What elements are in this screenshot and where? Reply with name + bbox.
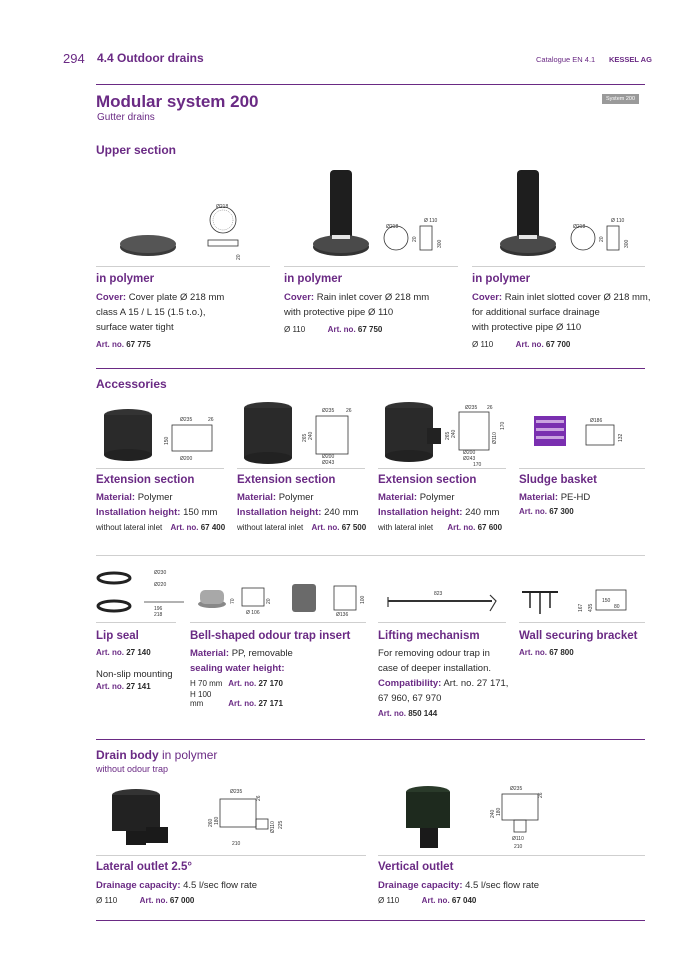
dim-label: 170 [500,421,506,430]
art-label: Art. no. [96,648,124,657]
art-label: Art. no. [519,648,547,657]
note: without lateral inlet [237,523,304,532]
desc-line: Rain inlet slotted cover Ø 218 mm, [504,292,651,303]
product-description [96,290,276,335]
art-label: Art. no. [515,340,544,349]
cover-label: Cover: [284,292,315,303]
dim-label: 180 [496,807,502,816]
dim-label: 240 [451,429,457,438]
section-divider [96,739,645,740]
article-number [378,709,518,718]
art-value: 67 600 [477,523,503,532]
product-card-extension-150 [96,474,236,532]
dim-label: 20 [599,236,605,242]
product-title: Extension section [237,474,336,486]
product-card-rain-inlet-slotted [472,273,652,349]
dim-label: 150 [164,436,170,445]
dim-label: Ø 110 [424,218,438,224]
art-value: 67 700 [545,340,571,349]
art-value: 67 750 [357,325,383,334]
divider [378,855,645,856]
art-value: 67 000 [169,896,195,905]
product-card-lateral-outlet [96,861,366,905]
product-card-odour-trap [190,630,370,708]
art-label: Art. no. [228,699,257,708]
lifting-mechanism-image [382,585,502,617]
article-number [96,648,186,657]
extension-150-image [100,405,230,465]
desc-line: surface water tight [96,322,174,333]
height-label: Installation height: [96,507,181,518]
art-label: Art. no. [311,523,340,532]
dim-label: Ø218 [573,224,586,230]
product-description [237,490,377,520]
height-label: Installation height: [237,507,322,518]
product-description [378,646,518,706]
cover-plate-image [118,200,258,265]
article-number [237,523,377,532]
dim-label: Ø 110 [611,218,625,224]
dim-label: 180 [214,816,220,825]
dim-label: 170 [473,462,482,468]
dim-label: 26 [208,417,214,423]
desc-line: case of deeper installation. [378,663,492,674]
wall-bracket-image [518,584,638,620]
divider [519,468,645,469]
material-label: Material: [190,648,230,659]
divider [519,622,645,623]
capacity-value: 4.5 l/sec flow rate [183,880,258,891]
dim-label: 26 [256,795,262,801]
material-value: Polymer [278,492,314,503]
product-card-lifting-mechanism [378,630,518,718]
page-title: Modular system 200 [96,92,259,111]
product-title: Lifting mechanism [378,630,480,642]
article-number [284,325,464,334]
art-label: Art. no. [447,523,476,532]
dim-label: Ø200 [463,450,476,456]
desc-line: with protective pipe Ø 110 [284,307,394,318]
art-value: 27 170 [258,679,283,688]
article-number [519,507,649,516]
dim-label: 132 [618,433,624,442]
dim-label: Ø200 [322,454,335,460]
product-description [190,646,370,676]
divider [472,266,645,267]
dim-label: 20 [266,598,272,604]
dim-label: 218 [154,612,163,618]
size-label: Ø 110 [378,896,400,905]
dim-label: Ø230 [154,570,167,576]
cover-label: Cover: [96,292,127,303]
divider [378,622,506,623]
divider [190,622,366,623]
art-label: Art. no. [327,325,356,334]
product-card-sludge-basket [519,474,649,516]
dim-label: Ø200 [180,456,193,462]
dim-label: 300 [624,239,630,248]
note: with lateral inlet [378,523,434,532]
product-card-extension-240-lateral [378,474,518,532]
dim-label: 240 [490,809,496,818]
article-number [472,340,652,349]
dim-label: 20 [236,254,242,260]
rain-inlet-cover-image [310,170,460,265]
art-value: 27 141 [126,682,151,691]
height-value: 240 mm [324,507,359,518]
divider [96,622,176,623]
product-title: in polymer [284,273,343,285]
article-number [519,648,649,657]
product-card-cover-plate [96,273,276,349]
desc-line: For removing odour trap in [378,648,490,659]
dim-label: Ø235 [322,408,335,414]
lip-seal-image [96,566,191,621]
divider [378,468,506,469]
desc-line: Cover plate Ø 218 mm [128,292,225,303]
article-number [96,340,276,349]
extension-240-lateral-image [381,400,516,468]
art-label: Art. no. [139,896,168,905]
art-value: 850 144 [408,709,438,718]
material-label: Material: [378,492,418,503]
product-title: Extension section [378,474,477,486]
material-label: Material: [519,492,559,503]
product-card-lip-seal [96,630,186,691]
page-number: 294 [63,51,85,66]
product-title: Lip seal [96,630,139,642]
product-description [472,290,652,335]
section-title: 4.4 Outdoor drains [97,51,204,65]
dim-label: 435 [588,603,594,612]
system-badge: System 200 [602,94,639,104]
desc-line: Rain inlet cover Ø 218 mm [316,292,430,303]
product-title: Bell-shaped odour trap insert [190,630,351,642]
lateral-outlet-image [108,785,288,855]
compat-label: Compatibility: [378,678,442,689]
divider [96,468,224,469]
accessories-heading: Accessories [96,377,167,391]
dim-label: Ø235 [180,417,193,423]
drain-body-heading [96,748,217,762]
product-card-wall-bracket [519,630,649,657]
product-title: in polymer [472,273,531,285]
dim-label: 26 [487,405,493,411]
dim-label: Ø218 [386,224,399,230]
dim-label: 70 [230,598,236,604]
header-divider [96,84,645,85]
capacity-value: 4.5 l/sec flow rate [465,880,540,891]
dim-label: 300 [437,239,443,248]
product-description [378,878,648,893]
vertical-outlet-image [402,782,562,852]
height-value: 240 mm [465,507,500,518]
dim-label: Ø243 [322,460,335,465]
art-label: Art. no. [170,523,199,532]
heading-main: Drain body [96,748,159,762]
odour-trap-image [196,580,371,620]
product-description [96,878,366,893]
dim-label: 100 [360,595,366,604]
dim-label: 225 [278,820,284,829]
art-value: 67 300 [549,507,574,516]
dim-label: Ø235 [230,789,243,795]
dim-label: Ø 106 [246,610,260,616]
desc-line: for additional surface drainage [472,307,600,318]
page-subtitle: Gutter drains [97,112,155,123]
article-number [96,523,236,532]
brand-label: KESSEL AG [609,55,652,64]
capacity-label: Drainage capacity: [96,880,181,891]
dim-label: Ø235 [465,405,478,411]
art-label: Art. no. [96,340,124,349]
drain-body-subheading: without odour trap [96,764,169,774]
dim-label: 196 [154,606,163,612]
dim-label: 240 [308,431,314,440]
height-label: sealing water height: [190,663,285,674]
article-number [378,523,518,532]
product-title: Lateral outlet 2.5° [96,861,192,873]
art-label: Art. no. [228,679,257,688]
article-number [378,896,648,905]
dim-label: Ø218 [216,204,229,210]
height-option: H 100 mm [190,690,212,708]
product-title: Sludge basket [519,474,597,486]
art-label: Art. no. [378,709,406,718]
product-card-extension-240 [237,474,377,532]
art-value: 67 400 [200,523,226,532]
material-value: PP, removable [231,648,293,659]
material-label: Material: [237,492,277,503]
height-option: H 70 mm [190,679,223,688]
art-value: 67 500 [341,523,367,532]
dim-label: Ø110 [492,432,498,444]
compat-value: 67 960, 67 970 [378,693,442,704]
divider [237,468,365,469]
dim-label: 265 [445,431,451,440]
product-title: Extension section [96,474,195,486]
material-value: Polymer [419,492,455,503]
section-divider [96,368,645,369]
dim-label: 26 [346,408,352,414]
dim-label: Ø220 [154,582,167,588]
dim-label: 210 [232,841,241,847]
art-value: 27 171 [258,699,283,708]
sludge-basket-image [528,410,638,455]
rain-inlet-slotted-cover-image [497,170,647,265]
article-number [190,679,370,688]
size-label: Ø 110 [472,340,494,349]
material-value: PE-HD [560,492,591,503]
product-title: Vertical outlet [378,861,454,873]
dim-label: 265 [302,433,308,442]
heading-rest: in polymer [158,748,218,762]
note: Non-slip mounting [96,669,173,680]
material-label: Material: [96,492,136,503]
product-title: Wall securing bracket [519,630,638,642]
desc-line: class A 15 / L 15 (1.5 t.o.), [96,307,206,318]
product-description [378,490,518,520]
dim-label: Ø110 [270,821,276,833]
upper-section-heading: Upper section [96,143,177,157]
divider [96,555,645,556]
dim-label: 150 [602,598,611,604]
dim-label: Ø110 [512,836,524,842]
dim-label: 80 [614,604,620,610]
article-number [190,690,370,708]
catalogue-label: Catalogue EN 4.1 [536,55,596,64]
product-title: in polymer [96,273,155,285]
material-value: Polymer [137,492,173,503]
art-label: Art. no. [96,682,124,691]
footer-divider [96,920,645,921]
height-label: Installation height: [378,507,463,518]
art-value: 67 040 [451,896,477,905]
art-label: Art. no. [519,507,547,516]
art-value: 27 140 [126,648,151,657]
dim-label: Ø186 [590,418,603,424]
dim-label: 20 [412,236,418,242]
capacity-label: Drainage capacity: [378,880,463,891]
dim-label: Ø136 [336,612,349,618]
note: without lateral inlet [96,523,163,532]
article-number [96,682,186,691]
size-label: Ø 110 [96,896,118,905]
product-description [284,290,464,320]
dim-label: 260 [208,818,214,827]
cover-label: Cover: [472,292,503,303]
height-value: 150 mm [183,507,218,518]
dim-label: 167 [578,603,584,612]
dim-label: 210 [514,844,523,850]
product-card-rain-inlet [284,273,464,334]
dim-label: Ø235 [510,786,523,792]
article-number [96,896,366,905]
compat-value: Art. no. 27 171, [443,678,509,689]
product-description [96,490,236,520]
dim-label: 823 [434,591,443,597]
size-label: Ø 110 [284,325,306,334]
product-description [519,490,649,505]
extension-240-image [240,400,370,465]
divider [96,266,270,267]
dim-label: Ø243 [463,456,476,462]
divider [96,855,366,856]
dim-label: 26 [538,792,544,798]
art-value: 67 800 [549,648,574,657]
divider [284,266,458,267]
art-value: 67 775 [126,340,151,349]
product-card-vertical-outlet [378,861,648,905]
art-label: Art. no. [421,896,450,905]
desc-line: with protective pipe Ø 110 [472,322,582,333]
